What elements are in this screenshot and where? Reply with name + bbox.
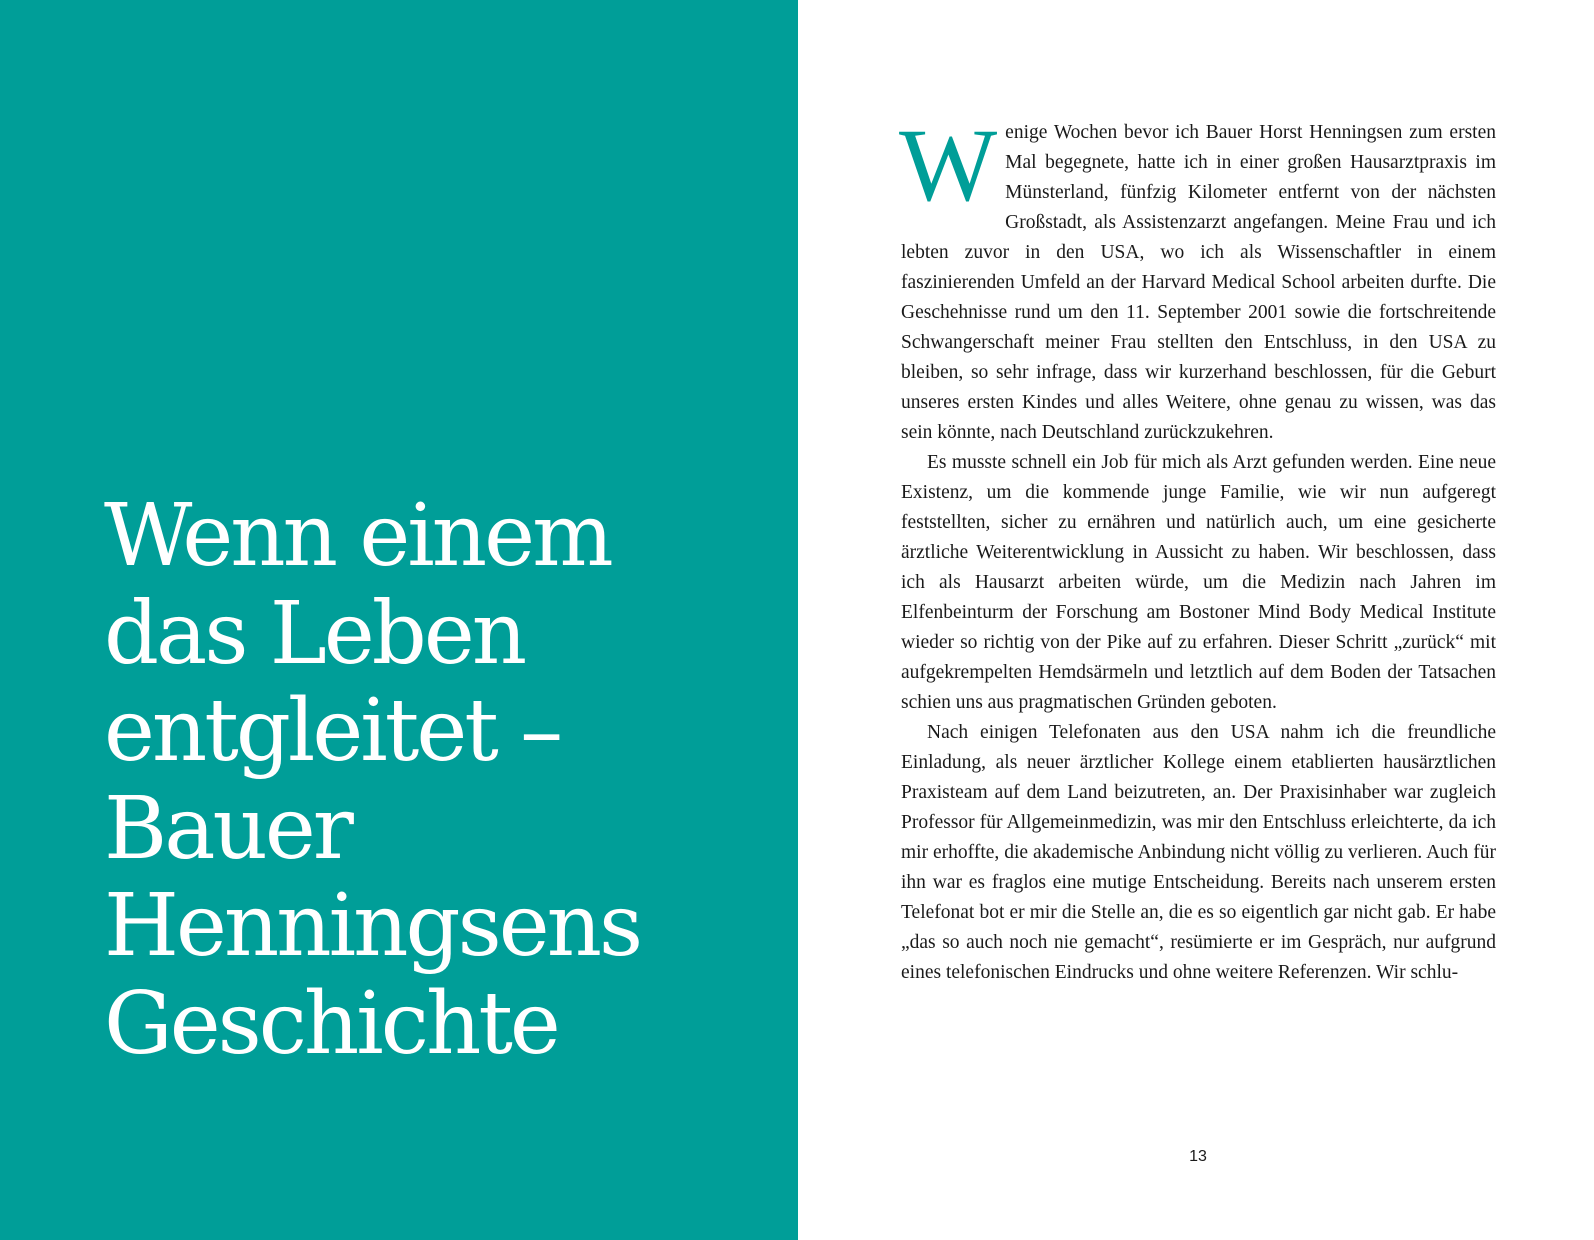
body-paragraph: Nach einigen Telefonaten aus den USA nahm ich die freundliche Einladung, als neuer ärztlicher Kollege einem etablierten hausärztlichen Praxisteam auf dem Land beizutreten, an. Der Praxisinhaber war zugleich Professor für Allgemeinmedizin, was mir den Entschluss erleichterte, da ich mir erhoffte, die akademische Anbindung nicht völlig zu verlieren. Auch für ihn war es fraglos eine mutige Entscheidung. Bereits nach unserem ersten Telefonat bot er mir die Stelle an, die es so eigentlich gar nicht gab. Er habe „das so auch noch nie gemacht“, resümierte er im Gespräch, nur aufgrund eines telefonischen Eindrucks und ohne weitere Referenzen. Wir schlu- (901, 722, 1496, 983)
body-paragraph: Es musste schnell ein Job für mich als Arzt gefunden werden. Eine neue Existenz, um die kommende junge Familie, wie wir nun aufgeregt feststellten, sicher zu ernähren und natürlich auch, um eine gesicherte ärztliche Weiterentwicklung in Aussicht zu haben. Wir beschlossen, dass ich als Hausarzt arbeiten würde, um die Medizin nach Jahren im Elfenbeinturm der Forschung am Bostoner Mind Body Medical Institute wieder so richtig von der Pike auf zu erfahren. Dieser Schritt „zurück“ mit aufgekrempelten Hemdsärmeln und letztlich auf dem Boden der Tatsachen schien uns aus pragmatischen Gründen geboten. (901, 452, 1496, 713)
chapter-title-line: entgleitet – (104, 681, 561, 781)
page-number: 13 (1189, 1148, 1207, 1165)
chapter-title-line: das Leben (104, 583, 525, 684)
paragraph-text: enige Wochen bevor ich Bauer Horst Henningsen zum ersten Mal begegnete, hatte ich in einer großen Hausarztpraxis im Münsterland, fünfzig Kilometer entfernt von der nächsten Großstadt, als Assistenzarzt angefangen. Meine Frau und ich lebten zuvor in den USA, wo ich als Wissenschaftler in einem faszinierenden Umfeld an der Harvard Medical School arbeiten durfte. Die Geschehnisse rund um den 11. September 2001 sowie die fortschreitende Schwangerschaft meiner Frau stellten den Entschluss, in den USA zu bleiben, so sehr infrage, dass wir kurzerhand beschlossen, für die Geburt unseres ersten Kindes und alles Weitere, ohne genau zu wissen, was das sein könnte, nach Deutschland zurückzukehren. (901, 122, 1496, 443)
chapter-title-line: Henningsens (104, 876, 641, 976)
right-page (798, 0, 1594, 1240)
chapter-title-line: Geschichte (104, 973, 558, 1074)
chapter-title-line: Wenn einem (104, 486, 611, 586)
drop-cap: W (899, 108, 998, 223)
body-text (899, 108, 1496, 988)
chapter-title (104, 488, 784, 1073)
body-paragraph (899, 108, 1496, 448)
chapter-title-line: Bauer (104, 778, 351, 879)
